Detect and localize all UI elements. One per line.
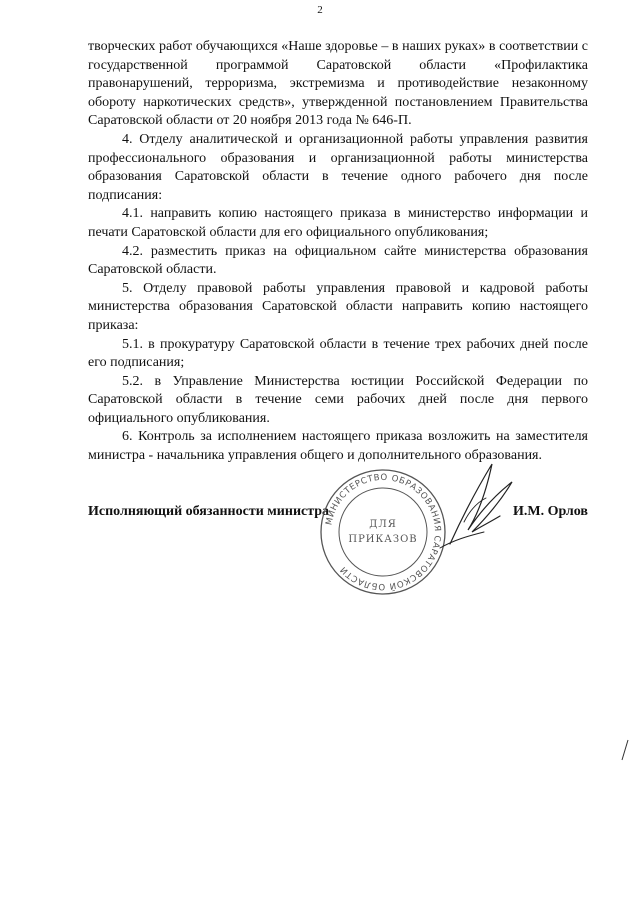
- signatory-position: Исполняющий обязанности министра: [88, 504, 330, 519]
- paragraph-item-4-2: 4.2. разместить приказ на официальном сайте министерства образования Саратовской области.: [88, 243, 588, 278]
- stamp-center-line1: ДЛЯ: [369, 519, 397, 530]
- paragraph-item-5: 5. Отделу правовой работы управления правовой и кадровой работы министерства образования Саратовской области направить копию настоящего приказа:: [88, 280, 588, 333]
- handwritten-signature: [420, 452, 530, 562]
- paragraph-item-5-2: 5.2. в Управление Министерства юстиции Российской Федерации по Саратовской области в течение семи рабочих дней после дня первого официального опубликования.: [88, 373, 588, 426]
- paragraph-item-5-1: 5.1. в прокуратуру Саратовской области в течение трех рабочих дней после его подписания;: [88, 336, 588, 371]
- margin-mark: [620, 738, 630, 762]
- document-body: [88, 38, 588, 466]
- paragraph-continuation: творческих работ обучающихся «Наше здоровье – в наших руках» в соответствии с государственной программой Саратовской области «Профилактика правонарушений, терроризма, экстремизма и противодействие незаконному обороту наркотических средств», утвержденной постановлением Правительства Саратовской области от 20 ноября 2013 года № 646-П.: [88, 39, 588, 129]
- page-number: 2: [317, 4, 323, 16]
- paragraph-item-4: 4. Отделу аналитической и организационной работы управления развития профессионального образования и организационной работы министерства образования Саратовской области в течение одного рабочего дня после подписания:: [88, 131, 588, 203]
- paragraph-item-4-1: 4.1. направить копию настоящего приказа в министерство информации и печати Саратовской области для его официального опубликования;: [88, 206, 588, 240]
- stamp-center-line2: ПРИКАЗОВ: [348, 534, 418, 545]
- signatory-name: И.М. Орлов: [513, 504, 588, 519]
- stamp-ring-text: МИНИСТЕРСТВО ОБРАЗОВАНИЯ САРАТОВСКОЙ ОБЛАСТИ: [324, 472, 443, 592]
- paragraph-item-6: 6. Контроль за исполнением настоящего приказа возложить на заместителя министра - начальника управления общего и дополнительного образования.: [88, 429, 588, 464]
